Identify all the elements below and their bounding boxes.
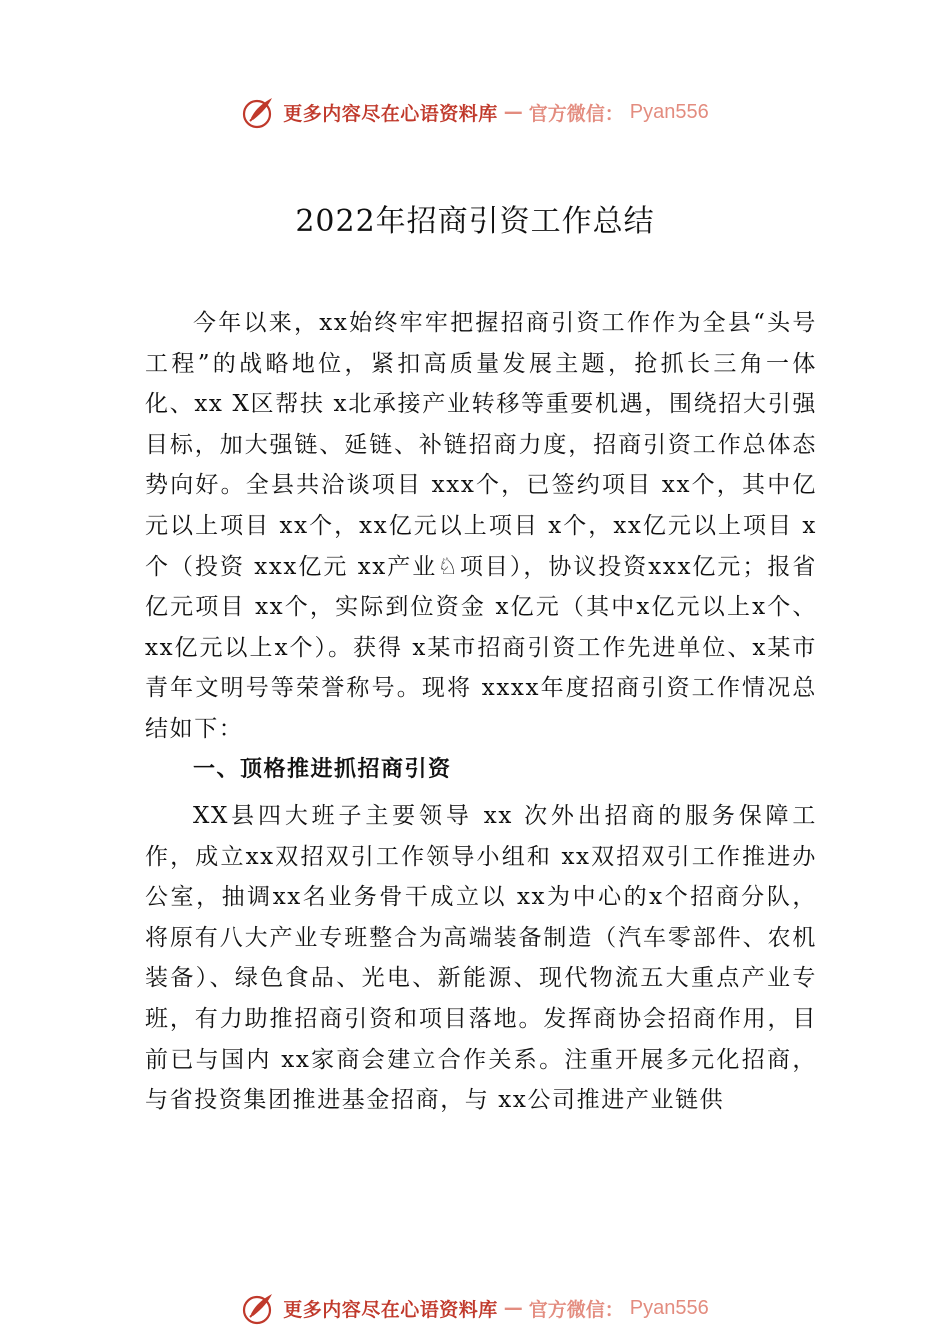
watermark-wechat-label: 官方微信： xyxy=(528,1298,624,1321)
header-watermark xyxy=(0,94,950,130)
footer-watermark xyxy=(0,1290,950,1326)
intro-paragraph: 今年以来，xx始终牢牢把握招商引资工作作为全县“头号工程”的战略地位，紧扣高质量发展主题，抢抓长三角一体化、xx X区帮扶 x北承接产业转移等重要机遇，围绕招大引强目标，加大强链、延链、补链招商力度，招商引资工作总体态势向好。全县共洽谈项目 xxx个，已签约项目 xx个，其中亿元以上项目 xx个，xx亿元以上项目 x个，xx亿元以上项目 x个（投资 xxx亿元 xx产业♘项目），协议投资xxx亿元；报省亿元项目 xx个，实际到位资金 x亿元（其中x亿元以上x个、xx亿元以上x个）。获得 x某市招商引资工作先进单位、x某市青年文明号等荣誉称号。现将 xxxx年度招商引资工作情况总结如下： xyxy=(145,310,817,742)
quill-logo-icon xyxy=(241,1290,277,1326)
watermark-text: 更多内容尽在心语资料库 xyxy=(283,1298,498,1321)
quill-logo-icon xyxy=(241,94,277,130)
section1-heading: 一、顶格推进抓招商引资 xyxy=(193,757,452,782)
section1-paragraph: XX县四大班子主要领导 xx 次外出招商的服务保障工作，成立xx双招双引工作领导小组和 xx双招双引工作推进办公室，抽调xx名业务骨干成立以 xx为中心的x个招商分队，将原有八大产业专班整合为高端装备制造（汽车零部件、农机装备）、绿色食品、光电、新能源、现代物流五大重点产业专班，有力助推招商引资和项目落地。发挥商协会招商作用，目前已与国内 xx家商会建立合作关系。注重开展多元化招商，与省投资集团推进基金招商，与 xx公司推进产业链供 xyxy=(145,803,817,1114)
watermark-wechat-label: 官方微信： xyxy=(528,102,624,125)
watermark-separator: — xyxy=(503,101,523,123)
watermark-separator: — xyxy=(503,1297,523,1319)
watermark-wechat-id: Pyan556 xyxy=(629,1296,709,1319)
watermark-wechat-id: Pyan556 xyxy=(629,100,709,123)
document-title: 2022年招商引资工作总结 xyxy=(295,204,655,239)
watermark-text: 更多内容尽在心语资料库 xyxy=(283,102,498,125)
